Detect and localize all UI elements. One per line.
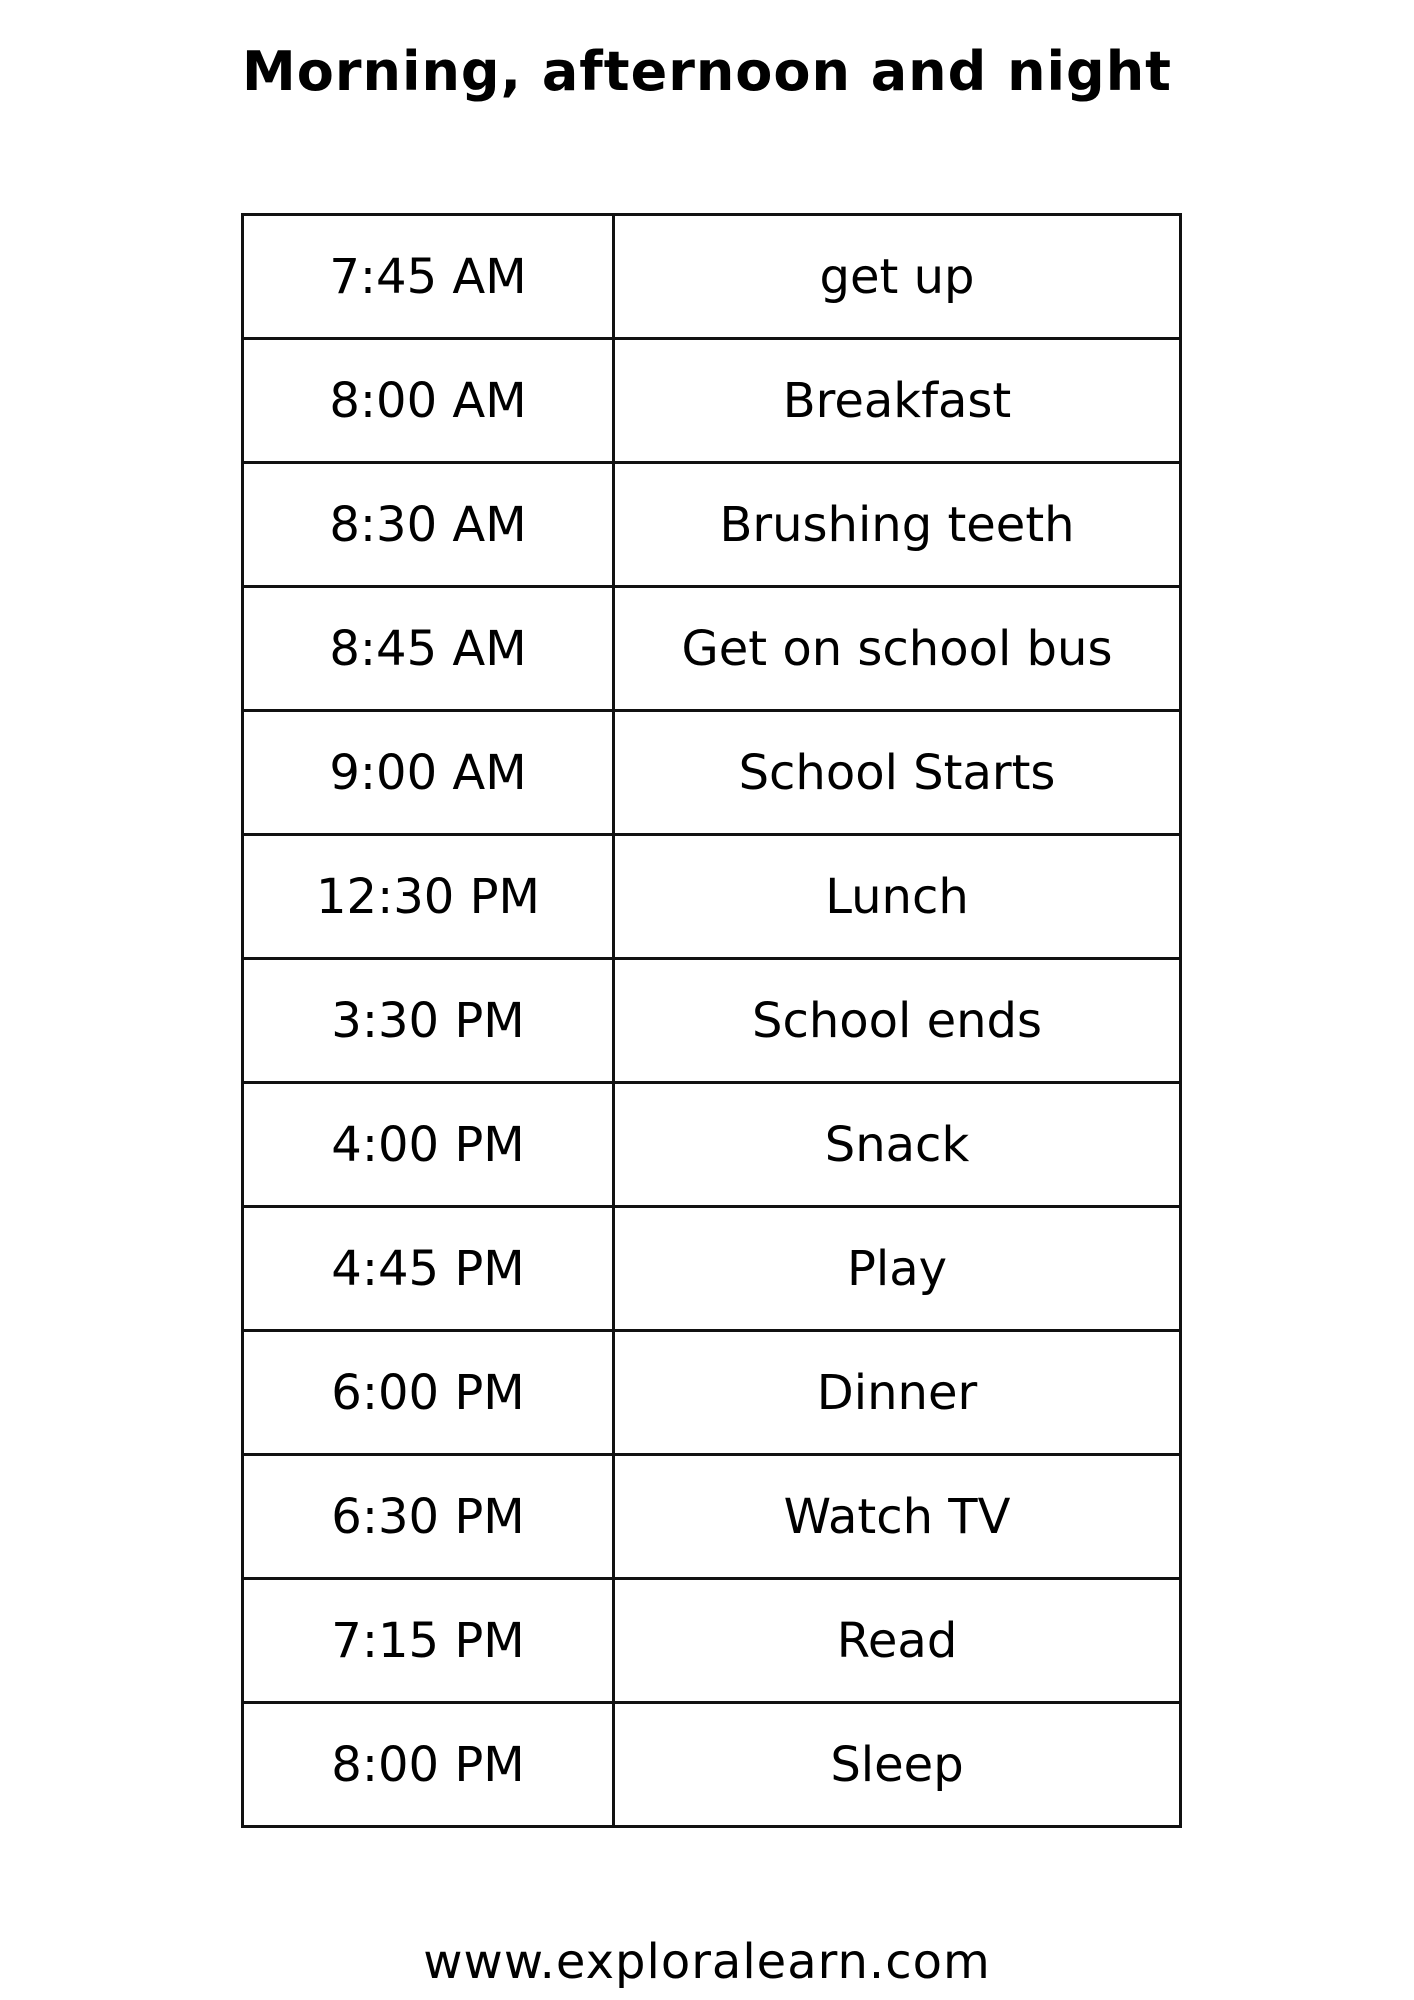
time-cell: 3:30 PM — [243, 959, 614, 1083]
time-cell: 8:30 AM — [243, 463, 614, 587]
activity-cell: Brushing teeth — [614, 463, 1181, 587]
table-row — [243, 1083, 1181, 1207]
activity-cell: Lunch — [614, 835, 1181, 959]
time-cell: 12:30 PM — [243, 835, 614, 959]
table-row — [243, 1579, 1181, 1703]
activity-cell: School ends — [614, 959, 1181, 1083]
table-row — [243, 959, 1181, 1083]
time-cell: 6:30 PM — [243, 1455, 614, 1579]
activity-cell: get up — [614, 215, 1181, 339]
table-row — [243, 711, 1181, 835]
time-cell: 7:45 AM — [243, 215, 614, 339]
activity-cell: Watch TV — [614, 1455, 1181, 1579]
schedule-table — [241, 213, 1182, 1828]
table-row — [243, 1455, 1181, 1579]
activity-cell: Sleep — [614, 1703, 1181, 1827]
time-cell: 6:00 PM — [243, 1331, 614, 1455]
activity-cell: Play — [614, 1207, 1181, 1331]
time-cell: 4:45 PM — [243, 1207, 614, 1331]
time-cell: 8:45 AM — [243, 587, 614, 711]
table-row — [243, 215, 1181, 339]
table-row — [243, 1207, 1181, 1331]
activity-cell: School Starts — [614, 711, 1181, 835]
table-row — [243, 1331, 1181, 1455]
activity-cell: Dinner — [614, 1331, 1181, 1455]
activity-cell: Read — [614, 1579, 1181, 1703]
table-row — [243, 339, 1181, 463]
time-cell: 4:00 PM — [243, 1083, 614, 1207]
page-title: Morning, afternoon and night — [242, 40, 1172, 103]
time-cell: 8:00 AM — [243, 339, 614, 463]
time-cell: 7:15 PM — [243, 1579, 614, 1703]
time-cell: 9:00 AM — [243, 711, 614, 835]
table-row — [243, 587, 1181, 711]
time-cell: 8:00 PM — [243, 1703, 614, 1827]
activity-cell: Get on school bus — [614, 587, 1181, 711]
table-row — [243, 463, 1181, 587]
table-row — [243, 1703, 1181, 1827]
activity-cell: Breakfast — [614, 339, 1181, 463]
activity-cell: Snack — [614, 1083, 1181, 1207]
footer-website: www.exploralearn.com — [423, 1934, 991, 1990]
table-row — [243, 835, 1181, 959]
